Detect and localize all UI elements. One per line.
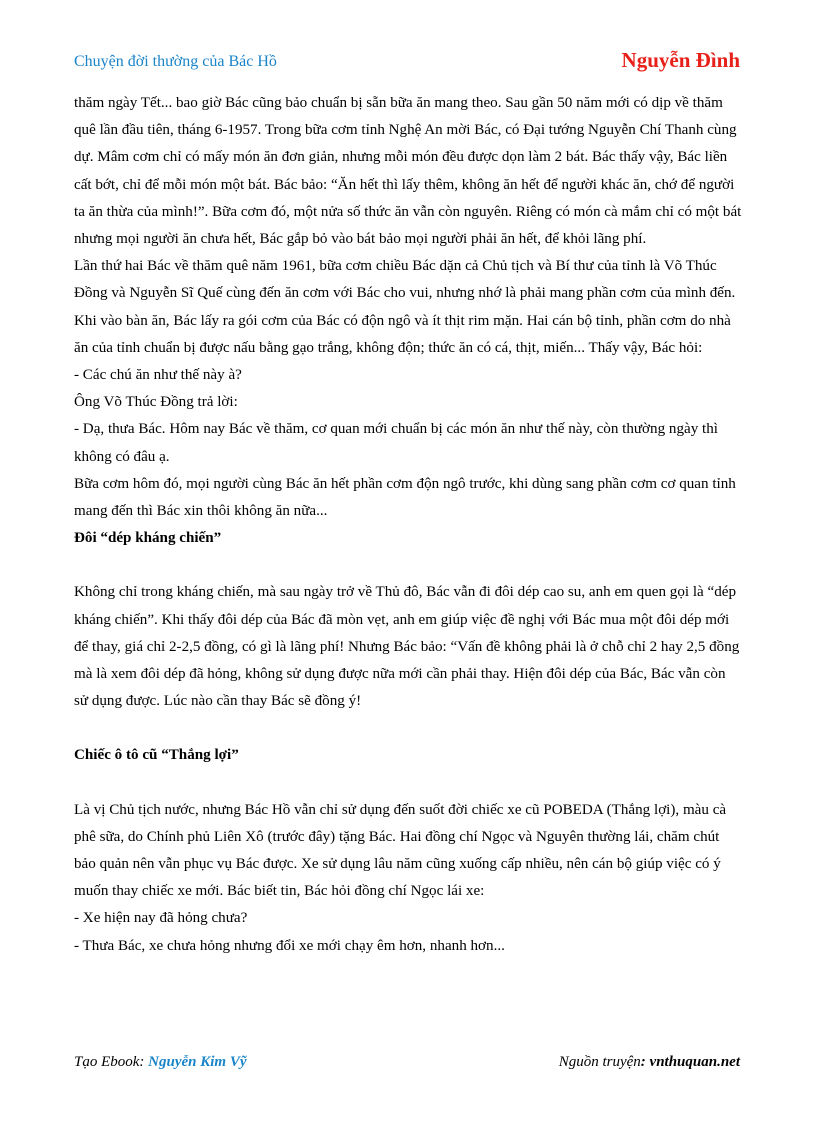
dialogue-line: - Xe hiện nay đã hỏng chưa?	[74, 910, 248, 927]
dialogue-line: - Các chú ăn như thế này à?	[74, 367, 242, 384]
dialogue-line: - Thưa Bác, xe chưa hỏng nhưng đổi xe mới chạy êm hơn, nhanh hơn...	[74, 937, 505, 954]
dialogue-line: - Dạ, thưa Bác. Hôm nay Bác về thăm, cơ quan mới chuẩn bị các món ăn như thế này, còn thường ngày thì không có đâu ạ.	[74, 421, 718, 465]
ebook-label: Tạo Ebook	[74, 1054, 140, 1070]
book-title: Chuyện đời thường của Bác Hồ	[74, 53, 277, 70]
source-credit: Nguồn truyện: vnthuquan.net	[558, 1054, 740, 1070]
source-label: Nguồn truyện	[558, 1054, 641, 1070]
paragraph: Là vị Chủ tịch nước, nhưng Bác Hồ vẫn chỉ sử dụng đến suốt đời chiếc xe cũ POBEDA (Thắng lợi), màu cà phê sữa, do Chính phủ Liên Xô (trước đây) tặng Bác. Hai đồng chí Ngọc và Nguyên thường lái, chăm chút bảo quản nên vẫn phục vụ Bác được. Xe sử dụng lâu năm cũng xuống cấp nhiều, nên cán bộ giúp việc có ý muốn thay chiếc xe mới. Bác biết tin, Bác hỏi đồng chí Ngọc lái xe:	[74, 801, 727, 900]
ebook-credit: Tạo Ebook: Nguyễn Kim Vỹ	[74, 1054, 247, 1070]
paragraph: Lần thứ hai Bác về thăm quê năm 1961, bữa cơm chiều Bác dặn cả Chủ tịch và Bí thư của tỉnh là Võ Thúc Đồng và Nguyễn Sĩ Quế cùng đến ăn cơm với Bác cho vui, nhưng nhớ là phải mang phần cơm của mình đến. Khi vào bàn ăn, Bác lấy ra gói cơm của Bác có độn ngô và ít thịt rim mặn. Hai cán bộ tỉnh, phần cơm do nhà ăn của tỉnh chuẩn bị được nấu bằng gạo trắng, không độn; thức ăn có cá, thịt, miến... Thấy vậy, Bác hỏi:	[74, 258, 736, 356]
source-site: vnthuquan.net	[649, 1054, 740, 1070]
spacer	[74, 552, 742, 579]
paragraph: Không chỉ trong kháng chiến, mà sau ngày trở về Thủ đô, Bác vẫn đi đôi dép cao su, anh em quen gọi là “dép kháng chiến”. Khi thấy đôi dép của Bác đã mòn vẹt, anh em giúp việc đề nghị với Bác mua một đôi dép mới để thay, giá chỉ 2-2,5 đồng, có gì là lãng phí! Nhưng Bác bảo: “Vấn đề không phải là ở chỗ chỉ 2 hay 2,5 đồng mà là xem đôi dép đã hỏng, không sử dụng được nữa mới cần phải thay. Hiện đôi dép của Bác, Bác vẫn còn sử dụng được. Lúc nào cần thay Bác sẽ đồng ý!	[74, 584, 740, 710]
page-footer	[74, 1054, 740, 1078]
paragraph: Ông Võ Thúc Đồng trả lời:	[74, 394, 238, 411]
page-content	[74, 90, 742, 960]
section-heading-o-to-thang-loi: Chiếc ô tô cũ “Thắng lợi”	[74, 747, 239, 764]
author-name: Nguyễn Đình	[621, 48, 740, 72]
ebook-creator: Nguyễn Kim Vỹ	[148, 1054, 247, 1070]
paragraph: Bữa cơm hôm đó, mọi người cùng Bác ăn hết phần cơm độn ngô trước, khi dùng sang phần cơm cơ quan tỉnh mang đến thì Bác xin thôi không ăn nữa...	[74, 475, 736, 520]
spacer	[74, 770, 742, 797]
paragraph: thăm ngày Tết... bao giờ Bác cũng bảo chuẩn bị sẵn bữa ăn mang theo. Sau gần 50 năm mới có dịp về thăm quê lần đầu tiên, tháng 6-1957. Trong bữa cơm tỉnh Nghệ An mời Bác, có Đại tướng Nguyễn Chí Thanh cùng dự. Mâm cơm chỉ có mấy món ăn đơn giản, nhưng mỗi món đều được dọn làm 2 bát. Bác thấy vậy, Bác liền cất bớt, chỉ để mỗi món một bát. Bác bảo: “Ăn hết thì lấy thêm, không ăn hết để người khác ăn, chớ để người ta ăn thừa của mình!”. Bữa cơm đó, một nửa số thức ăn vẫn còn nguyên. Riêng có món cà mắm chỉ có một bát nhưng mọi người ăn chưa hết, Bác gắp bỏ vào bát bảo mọi người phải ăn hết, để khỏi lãng phí.	[74, 95, 742, 248]
spacer	[74, 715, 742, 742]
page-header	[74, 48, 740, 76]
section-heading-dep-khang-chien: Đôi “dép kháng chiến”	[74, 530, 222, 547]
